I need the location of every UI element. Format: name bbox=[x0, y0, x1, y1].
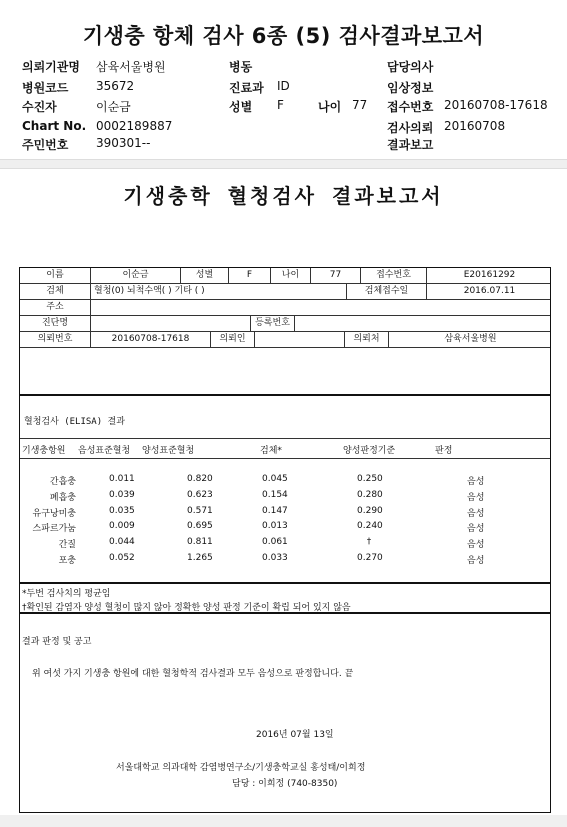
cell-positive: 0.571 bbox=[187, 505, 213, 516]
cell-negative: 0.011 bbox=[109, 474, 135, 484]
col-header-antigen: 기생충항원 bbox=[22, 446, 66, 456]
report-date: 2016년 07월 13일 bbox=[256, 730, 334, 740]
req-date-label: 검사의뢰 bbox=[387, 121, 434, 135]
cell-criteria: 0.270 bbox=[357, 553, 383, 563]
chart-no-value: 0002189887 bbox=[96, 119, 173, 133]
page-title: 기생충 항체 검사 6종 (5) 검사결과보고서 bbox=[82, 24, 485, 48]
elisa-title: 혈청검사 (ELISA) 결과 bbox=[24, 417, 125, 427]
cell-specimen: 0.147 bbox=[262, 505, 288, 516]
dept-label: 진료과 bbox=[229, 81, 264, 95]
id-number-value: 390301-- bbox=[96, 136, 151, 150]
cell-negative: 0.052 bbox=[109, 553, 135, 563]
chart-no-label: Chart No. bbox=[22, 119, 87, 133]
cell-name-label: 이름 bbox=[46, 270, 64, 280]
cell-reqplace-label: 의뢰처 bbox=[344, 332, 388, 347]
cell-specimen: 0.154 bbox=[262, 489, 288, 500]
cell-age: 77 bbox=[310, 268, 360, 283]
conclusion-text: 위 여섯 가지 기생충 항원에 대한 혈청학적 검사결과 모두 음성으로 판정합니다. 끝 bbox=[32, 669, 354, 679]
cell-reqno: 20160708-17618 bbox=[90, 332, 210, 347]
cell-recv-label: 접수번호 bbox=[360, 268, 426, 283]
cell-reqplace: 삼육서울병원 bbox=[388, 332, 552, 347]
cell-date: 2016.07.11 bbox=[426, 284, 552, 299]
table-row bbox=[20, 268, 550, 284]
conclusion-title: 결과 판정 및 공고 bbox=[22, 637, 92, 647]
cell-antigen: 폐흡충 bbox=[49, 492, 76, 503]
col-header-negative: 음성표준혈청 bbox=[78, 446, 131, 456]
hosp-code-value: 35672 bbox=[96, 79, 135, 93]
doctor-label: 담당의사 bbox=[387, 60, 434, 74]
cell-criteria: 0.250 bbox=[357, 474, 383, 484]
cell-antigen: 유구낭미충 bbox=[32, 508, 76, 519]
cell-diag bbox=[90, 316, 250, 331]
patient-name-value: 이순금 bbox=[96, 100, 131, 114]
divider bbox=[20, 438, 550, 439]
result-report-label: 결과보고 bbox=[387, 138, 434, 152]
cell-specimen: 혈청(0) 뇌척수액( ) 기타 ( ) bbox=[90, 284, 346, 299]
cell-criteria: 0.240 bbox=[357, 521, 383, 532]
cell-address bbox=[90, 300, 552, 315]
cell-recv: E20161292 bbox=[426, 268, 552, 283]
cell-negative: 0.035 bbox=[109, 505, 135, 516]
cell-specimen: 0.013 bbox=[262, 521, 288, 532]
report-title: 기생충학 혈청검사 결과보고서 bbox=[123, 184, 444, 208]
cell-negative: 0.039 bbox=[109, 489, 135, 500]
cell-date-label: 검체접수일 bbox=[346, 284, 426, 299]
section-divider bbox=[0, 159, 567, 169]
clinical-label: 임상정보 bbox=[387, 81, 434, 95]
table-row bbox=[20, 300, 550, 316]
hosp-code-label: 병원코드 bbox=[22, 81, 69, 95]
sex-label: 성별 bbox=[229, 100, 253, 114]
divider bbox=[20, 458, 550, 459]
elisa-results-section bbox=[19, 395, 551, 583]
cell-reqno-label: 의뢰번호 bbox=[37, 334, 73, 344]
cell-positive: 0.811 bbox=[187, 537, 213, 548]
cell-positive: 1.265 bbox=[187, 553, 213, 563]
table-row bbox=[20, 316, 550, 332]
cell-antigen: 간흡충 bbox=[49, 477, 76, 487]
cell-antigen: 간질 bbox=[58, 540, 76, 551]
col-header-judgement: 판정 bbox=[435, 446, 453, 456]
cell-judgement: 음성 bbox=[467, 556, 485, 566]
cell-requester-label: 의뢰인 bbox=[210, 332, 254, 347]
patient-name-label: 수진자 bbox=[22, 100, 57, 114]
cell-judgement: 음성 bbox=[467, 524, 485, 535]
cell-requester bbox=[254, 332, 344, 347]
col-header-specimen: 검체* bbox=[260, 446, 282, 456]
ward-label: 병동 bbox=[229, 60, 253, 74]
cell-specimen-label: 검체 bbox=[46, 286, 64, 296]
col-header-criteria: 양성판정기준 bbox=[343, 446, 396, 456]
table-row bbox=[20, 332, 550, 348]
dept-value: ID bbox=[277, 79, 290, 93]
cell-criteria: † bbox=[366, 537, 372, 548]
age-value: 77 bbox=[352, 98, 368, 112]
contact-info: 담당 : 이희정 (740-8350) bbox=[232, 779, 338, 789]
table-row bbox=[20, 284, 550, 300]
cell-diag-label: 진단명 bbox=[41, 318, 69, 328]
sex-value: F bbox=[277, 98, 284, 112]
cell-judgement: 음성 bbox=[467, 492, 485, 503]
receipt-value: 20160708-17618 bbox=[444, 98, 548, 112]
cell-antigen: 스파르가눔 bbox=[32, 524, 76, 535]
cell-judgement: 음성 bbox=[467, 540, 485, 551]
note-average: *두번 검사치의 평균임 bbox=[22, 589, 111, 599]
cell-positive: 0.623 bbox=[187, 489, 213, 500]
cell-specimen: 0.045 bbox=[262, 474, 288, 484]
cell-criteria: 0.280 bbox=[357, 489, 383, 500]
conclusion-section bbox=[19, 613, 551, 813]
cell-negative: 0.044 bbox=[109, 537, 135, 548]
cell-specimen: 0.061 bbox=[262, 537, 288, 548]
cell-sex-label: 성별 bbox=[180, 268, 228, 283]
patient-info-table bbox=[19, 267, 551, 395]
cell-specimen: 0.033 bbox=[262, 553, 288, 563]
req-date-value: 20160708 bbox=[444, 119, 506, 133]
issuing-org: 서울대학교 의과대학 감염병연구소/기생충학교실 홍성태/이희정 bbox=[116, 763, 366, 773]
cell-reg-label: 등록번호 bbox=[250, 316, 294, 331]
id-number-label: 주민번호 bbox=[22, 138, 69, 152]
cell-positive: 0.695 bbox=[187, 521, 213, 532]
cell-age-label: 나이 bbox=[270, 268, 310, 283]
cell-sex: F bbox=[228, 268, 270, 283]
cell-antigen: 포충 bbox=[58, 556, 76, 566]
col-header-positive: 양성표준혈청 bbox=[142, 446, 195, 456]
cell-positive: 0.820 bbox=[187, 474, 213, 484]
note-dagger: †확인된 감염자 양성 혈청이 많지 않아 정확한 양성 판정 기준이 확립 되어 있지 않음 bbox=[22, 603, 351, 613]
req-inst-value: 삼육서울병원 bbox=[96, 60, 166, 74]
age-label: 나이 bbox=[318, 100, 342, 114]
cell-criteria: 0.290 bbox=[357, 505, 383, 516]
receipt-label: 접수번호 bbox=[387, 100, 434, 114]
cell-judgement: 음성 bbox=[467, 508, 485, 519]
req-inst-label: 의뢰기관명 bbox=[22, 60, 80, 74]
notes-section bbox=[19, 583, 551, 613]
cell-negative: 0.009 bbox=[109, 521, 135, 532]
cell-address-label: 주소 bbox=[46, 302, 64, 312]
cell-reg bbox=[294, 316, 552, 331]
cell-name: 이순금 bbox=[90, 268, 180, 283]
cell-judgement: 음성 bbox=[467, 477, 485, 487]
bottom-divider bbox=[0, 815, 567, 827]
